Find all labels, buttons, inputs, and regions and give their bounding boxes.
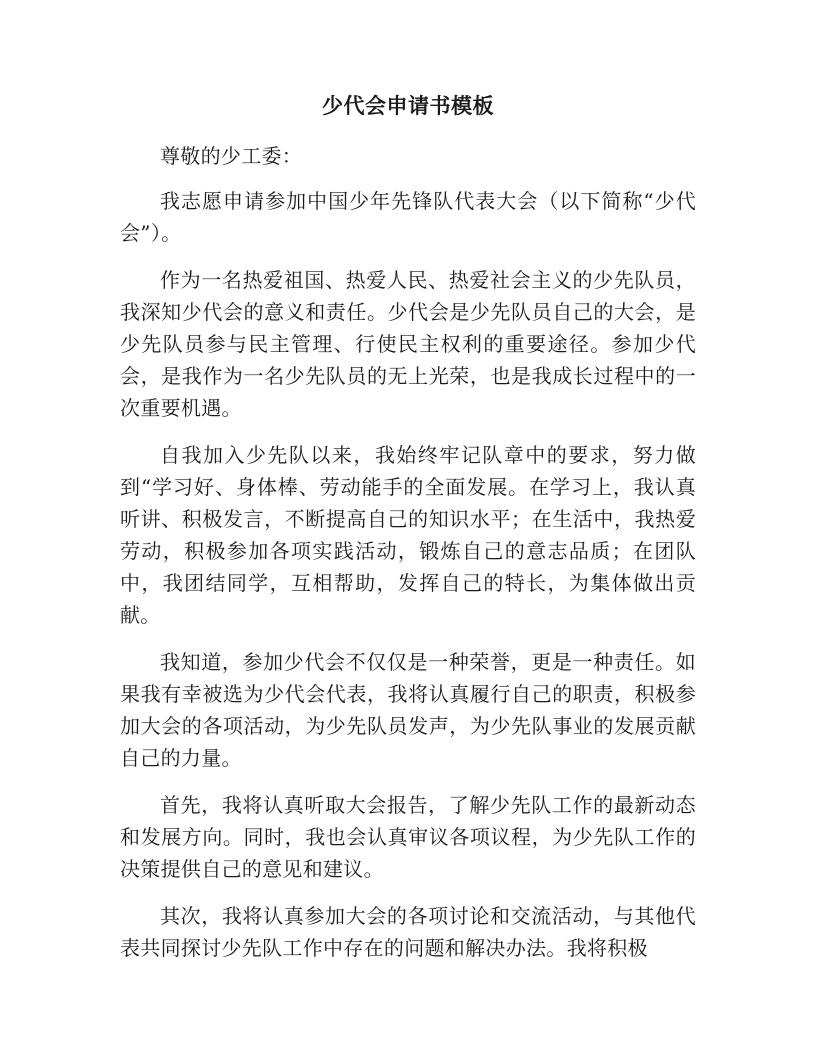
paragraph-intent: 我志愿申请参加中国少年先锋队代表大会（以下简称“少代会”）。 <box>120 189 696 245</box>
document-title: 少代会申请书模板 <box>322 94 494 118</box>
document-page <box>120 92 696 979</box>
paragraph-second: 其次，我将认真参加大会的各项讨论和交流活动，与其他代表共同探讨少先队工作中存在的问题和解决办法。我将积极 <box>120 904 696 960</box>
salutation: 尊敬的少工委： <box>160 144 303 168</box>
paragraph-experience: 自我加入少先队以来，我始终牢记队章中的要求，努力做到“学习好、身体棒、劳动能手的全面发展。在学习上，我认真听讲、积极发言，不断提高自己的知识水平；在生活中，我热爱劳动，积极参加各项实践活动，锻炼自己的意志品质；在团队中，我团结同学，互相帮助，发挥自己的特长，为集体做出贡献。 <box>120 443 696 627</box>
paragraph-first: 首先，我将认真听取大会报告，了解少先队工作的最新动态和发展方向。同时，我也会认真审议各项议程，为少先队工作的决策提供自己的意见和建议。 <box>120 793 696 881</box>
paragraph-meaning: 作为一名热爱祖国、热爱人民、热爱社会主义的少先队员，我深知少代会的意义和责任。少代会是少先队员自己的大会，是少先队员参与民主管理、行使民主权利的重要途径。参加少代会，是我作为一名少先队员的无上光荣，也是我成长过程中的一次重要机遇。 <box>120 268 696 420</box>
paragraph-responsibility: 我知道，参加少代会不仅仅是一种荣誉，更是一种责任。如果我有幸被选为少代会代表，我将认真履行自己的职责，积极参加大会的各项活动，为少先队员发声，为少先队事业的发展贡献自己的力量。 <box>120 650 696 770</box>
